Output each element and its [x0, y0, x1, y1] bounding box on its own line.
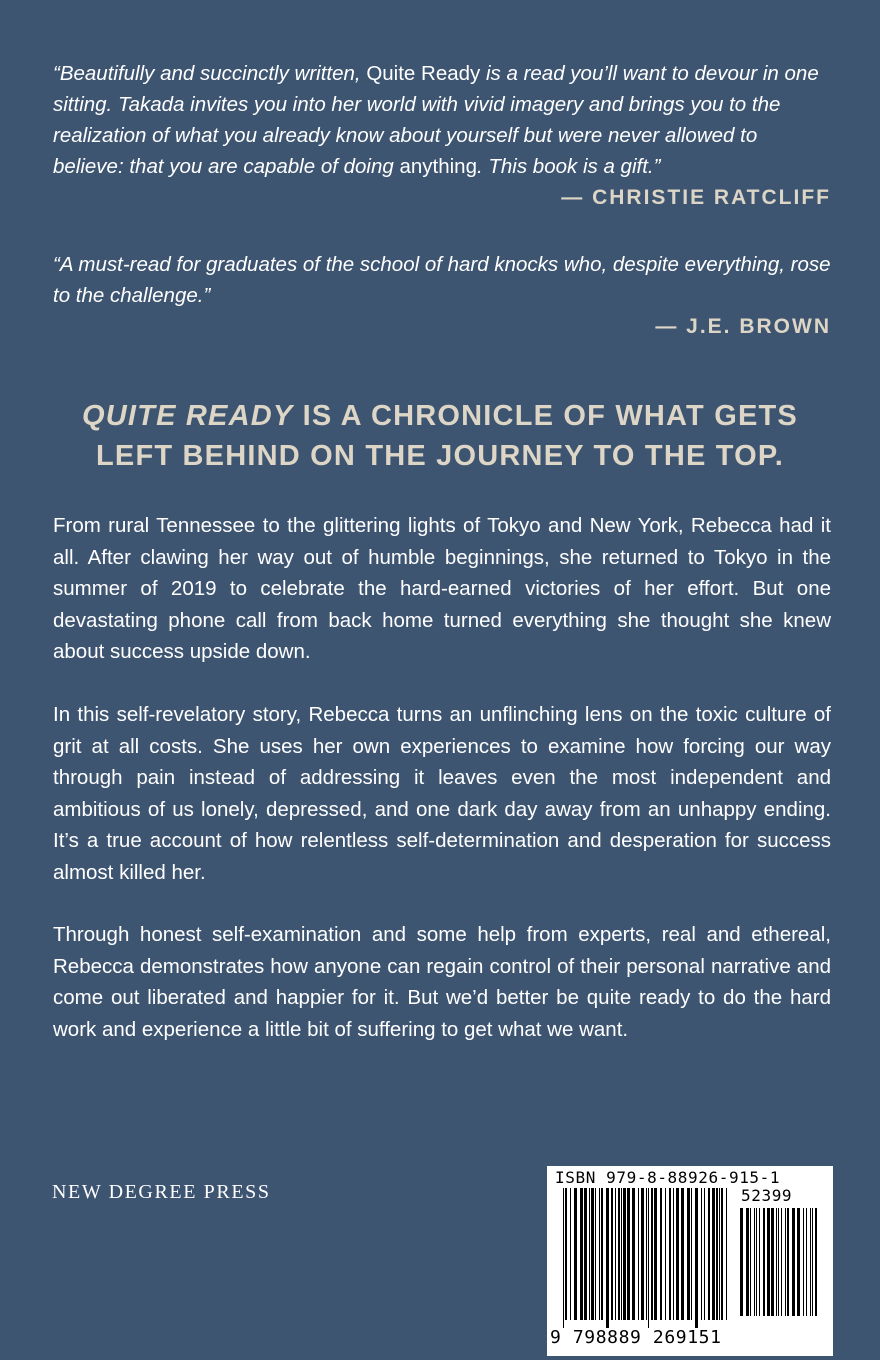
barcode-bar — [704, 1188, 705, 1320]
barcode-bar — [660, 1188, 662, 1320]
quote-1-part-2: is a read you’ll want to devour in one sitting. Takada invites you into her world with vivid imagery and brings you to the realization of what you already know about yourself but were never allowed to believe: that you are capable of doing — [53, 62, 819, 178]
price-code: 52399 — [741, 1186, 793, 1205]
praise-attribution-1: — CHRISTIE RATCLIFF — [561, 186, 831, 209]
barcode-bar — [785, 1208, 786, 1316]
barcode-bar — [740, 1208, 743, 1316]
barcode-bar — [721, 1188, 723, 1320]
praise-attribution-2: — J.E. BROWN — [655, 315, 831, 338]
barcode-bar — [712, 1188, 715, 1320]
isbn-label: ISBN 979-8-88926-915-1 — [555, 1168, 781, 1187]
tagline-headline — [40, 396, 840, 476]
barcode-bar — [778, 1208, 779, 1316]
barcode-bar — [750, 1208, 751, 1316]
headline-line-2: LEFT BEHIND ON THE JOURNEY TO THE TOP. — [96, 440, 784, 472]
barcode-bar — [767, 1208, 770, 1316]
barcode-bar — [681, 1188, 684, 1320]
barcode-bar — [646, 1188, 647, 1320]
barcode-bar — [676, 1188, 679, 1320]
barcode-bar — [665, 1188, 666, 1320]
barcode-bar — [638, 1188, 639, 1320]
blurb-paragraph-1: From rural Tennessee to the glittering lights of Tokyo and New York, Rebecca had it all. After clawing her way out of humble beginnings, she returned to Tokyo in the summer of 2019 to celebrate the hard-earned victories of her effort. But one devastating phone call from back home turned everything she thought she knew about success upside down. — [53, 514, 831, 663]
barcode-bar — [812, 1208, 813, 1316]
barcode-bar — [756, 1208, 757, 1316]
quote-1-part-1: “Beautifully and succinctly written, — [53, 62, 367, 85]
barcode-bar — [627, 1188, 630, 1320]
barcode-bar — [716, 1188, 718, 1320]
praise-quote-1 — [53, 58, 831, 182]
barcode-bar — [599, 1188, 600, 1320]
barcode-bar — [606, 1188, 609, 1328]
barcode-bar — [719, 1188, 720, 1320]
price-addon-bars — [740, 1208, 822, 1328]
barcode-bar — [648, 1188, 649, 1328]
barcode-bar — [781, 1208, 782, 1316]
isbn-barcode — [547, 1166, 833, 1356]
barcode-bar — [641, 1188, 644, 1320]
barcode-bar — [763, 1208, 765, 1316]
barcode-bar — [754, 1208, 755, 1316]
barcode-bar — [810, 1208, 811, 1316]
headline-line-1: IS A CHRONICLE OF WHAT GETS — [293, 400, 798, 432]
barcode-bar — [651, 1188, 653, 1320]
barcode-bar — [621, 1188, 622, 1320]
quote-1-part-3: . This book is a gift.” — [476, 155, 661, 178]
barcode-bar — [632, 1188, 635, 1320]
barcode-bar — [687, 1188, 690, 1320]
barcode-bar — [584, 1188, 587, 1320]
quote-2-text: “A must-read for graduates of the school of hard knocks who, despite everything, rose to the challenge.” — [53, 253, 831, 307]
barcode-bar — [623, 1188, 626, 1320]
barcode-bar — [570, 1188, 571, 1320]
barcode-bar — [787, 1208, 789, 1316]
barcode-bar — [669, 1188, 671, 1320]
barcode-bar — [701, 1188, 702, 1320]
barcode-bar — [759, 1208, 760, 1316]
barcode-bar — [771, 1208, 774, 1316]
barcode-bar — [708, 1188, 710, 1320]
barcode-bar — [563, 1188, 564, 1328]
quote-1-emphasis: anything — [399, 155, 477, 178]
barcode-bar — [595, 1188, 596, 1320]
praise-quote-2 — [53, 249, 831, 311]
barcode-bar — [815, 1208, 817, 1316]
quote-1-title: Quite Ready — [366, 62, 481, 85]
barcode-bar — [615, 1188, 616, 1320]
blurb-paragraph-2: In this self-revelatory story, Rebecca turns an unflinching lens on the toxic culture of grit at all costs. She uses her own experiences to examine how forcing our way through pain instead of addressing it leaves even the most independent and ambitious of us lonely, depressed, and one dark day away from an unhappy ending. It’s a true account of how relentless self-determination and desperation for success almost killed her. — [53, 703, 831, 884]
barcode-bar — [797, 1208, 800, 1316]
barcode-bar — [803, 1208, 804, 1316]
barcode-bar — [580, 1188, 583, 1320]
barcode-bar — [776, 1208, 777, 1316]
publisher-name: NEW DEGREE PRESS — [52, 1181, 271, 1203]
ean-bars — [563, 1188, 733, 1328]
barcode-bar — [565, 1188, 567, 1320]
barcode-bar — [601, 1188, 603, 1320]
barcode-bar — [589, 1188, 590, 1320]
barcode-bar — [792, 1208, 795, 1316]
barcode-bar — [618, 1188, 620, 1320]
barcode-bar — [673, 1188, 674, 1320]
barcode-bar — [726, 1188, 727, 1320]
barcode-bar — [691, 1188, 692, 1320]
ean-digits: 9 798889 269151 — [550, 1327, 722, 1348]
barcode-bar — [695, 1188, 698, 1328]
barcode-bar — [591, 1188, 594, 1320]
headline-book-title: QUITE READY — [82, 400, 294, 432]
barcode-bar — [746, 1208, 749, 1316]
barcode-bar — [654, 1188, 657, 1320]
barcode-bar — [611, 1188, 613, 1320]
blurb-paragraph-3: Through honest self-examination and some help from experts, real and ethereal, Rebecca demonstrates how anyone can regain control of their personal narrative and come out liberated and happier for it. But we’d better be quite ready to do the hard work and experience a little bit of suffering to get what we want. — [53, 923, 831, 1041]
barcode-bar — [574, 1188, 577, 1320]
barcode-bar — [806, 1208, 807, 1316]
